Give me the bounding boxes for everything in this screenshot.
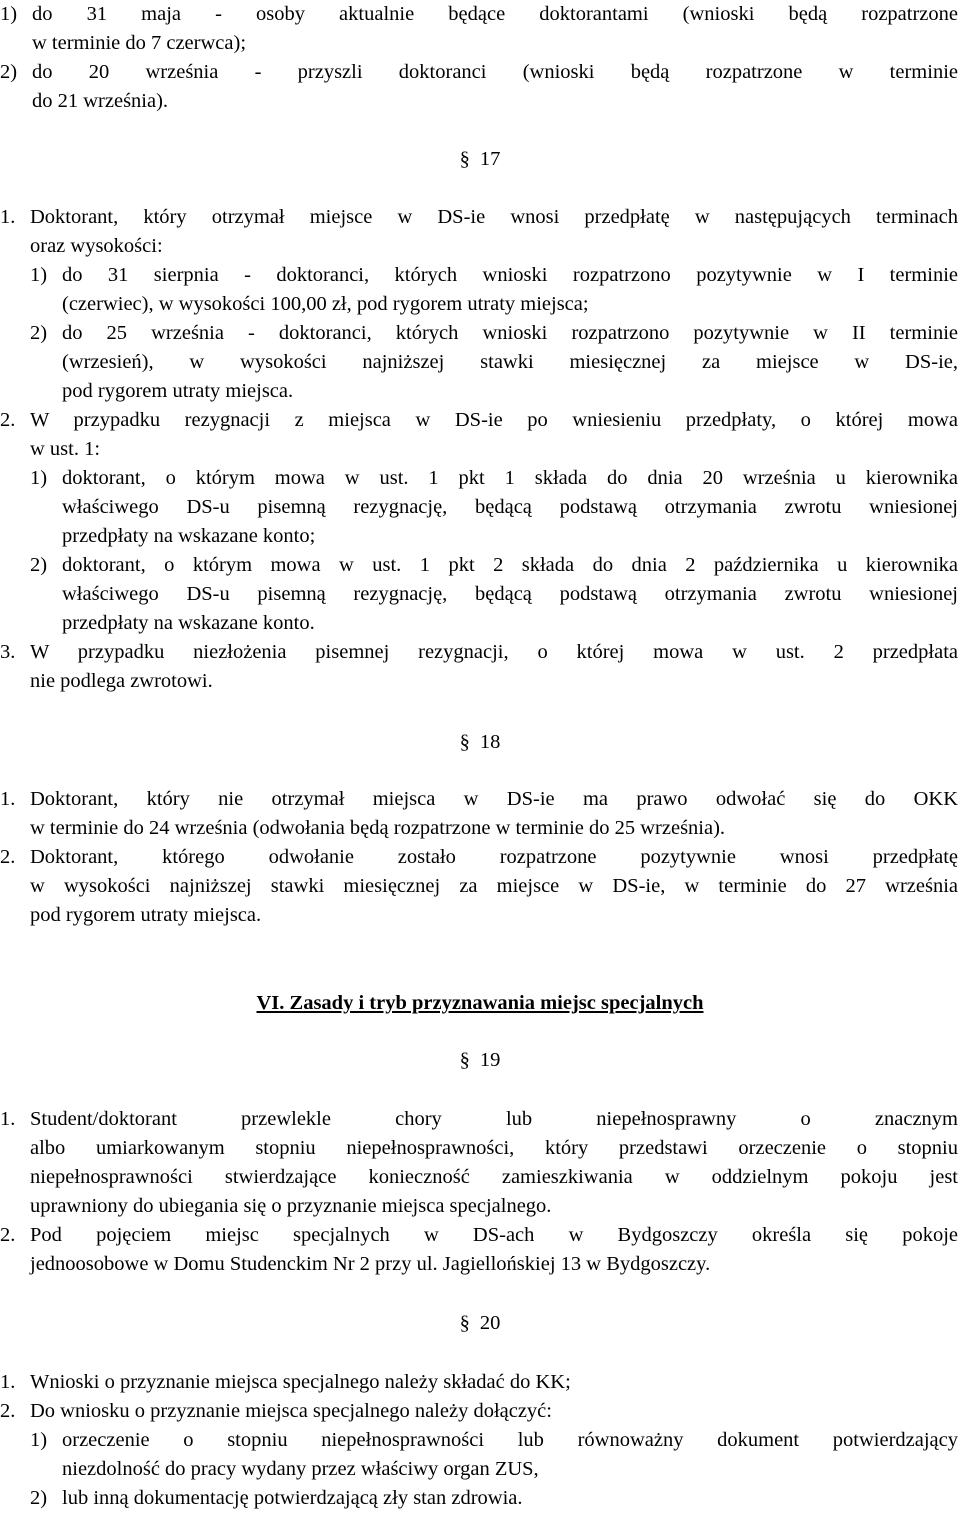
paragraph-continuation: albo umiarkowanym stopniu niepełnosprawności, który przedstawi orzeczenie o stopniu xyxy=(30,1137,958,1159)
paragraph-continuation: w wysokości najniższej stawki miesięcznej za miejsce w DS-ie, w terminie do 27 września xyxy=(30,875,958,897)
section-heading-17: § 17 xyxy=(459,148,501,170)
paragraph-item: 1. Doktorant, który nie otrzymał miejsca w DS-ie ma prawo odwołać się do OKK xyxy=(0,788,958,810)
list-item-continuation: pod rygorem utraty miejsca. xyxy=(62,380,294,402)
paragraph-continuation: uprawniony do ubiegania się o przyznanie miejsca specjalnego. xyxy=(30,1195,552,1217)
paragraph-item: 3. W przypadku niezłożenia pisemnej rezygnacji, o której mowa w ust. 2 przedpłata xyxy=(0,641,958,663)
list-item: 2) lub inną dokumentację potwierdzającą zły stan zdrowia. xyxy=(30,1487,523,1509)
paragraph-item: 1. Doktorant, który otrzymał miejsce w DS-ie wnosi przedpłatę w następujących terminach xyxy=(0,206,958,228)
paragraph-item: 1. Wnioski o przyznanie miejsca specjalnego należy składać do KK; xyxy=(0,1371,571,1393)
list-item-continuation: przedpłaty na wskazane konto; xyxy=(62,525,316,547)
list-item: 1) do 31 sierpnia - doktoranci, których wnioski rozpatrzono pozytywnie w I terminie xyxy=(30,264,958,286)
section-heading-18: § 18 xyxy=(459,731,501,753)
paragraph-continuation: pod rygorem utraty miejsca. xyxy=(30,904,262,926)
list-item: 2) doktorant, o którym mowa w ust. 1 pkt 2 składa do dnia 2 października u kierownika xyxy=(30,554,958,576)
paragraph-continuation: oraz wysokości: xyxy=(30,235,163,257)
paragraph-item: 2. Doktorant, którego odwołanie zostało rozpatrzone pozytywnie wnosi przedpłatę xyxy=(0,846,958,868)
paragraph-continuation: niepełnosprawności stwierdzające konieczność zamieszkiwania w oddzielnym pokoju jest xyxy=(30,1166,958,1188)
section-heading-19: § 19 xyxy=(459,1049,501,1071)
list-item-continuation: w terminie do 7 czerwca); xyxy=(32,32,247,54)
list-item-continuation: niezdolność do pracy wydany przez właściwy organ ZUS, xyxy=(62,1458,539,1480)
list-item: 1) do 31 maja - osoby aktualnie będące doktorantami (wnioski będą rozpatrzone xyxy=(0,3,958,25)
list-item: 2) do 25 września - doktoranci, których wnioski rozpatrzono pozytywnie w II terminie xyxy=(30,322,958,344)
list-item: 1) doktorant, o którym mowa w ust. 1 pkt 1 składa do dnia 20 września u kierownika xyxy=(30,467,958,489)
list-item-continuation: do 21 września). xyxy=(32,90,169,112)
paragraph-continuation: w ust. 1: xyxy=(30,438,101,460)
list-item-continuation: właściwego DS-u pisemną rezygnację, będącą podstawą otrzymania zwrotu wniesionej xyxy=(62,496,958,518)
paragraph-item: 2. W przypadku rezygnacji z miejsca w DS-ie po wniesieniu przedpłaty, o której mowa xyxy=(0,409,958,431)
list-item-continuation: (czerwiec), w wysokości 100,00 zł, pod rygorem utraty miejsca; xyxy=(62,293,589,315)
chapter-heading: VI. Zasady i tryb przyznawania miejsc specjalnych xyxy=(256,992,704,1014)
list-item-continuation: przedpłaty na wskazane konto. xyxy=(62,612,315,634)
paragraph-continuation: jednoosobowe w Domu Studenckim Nr 2 przy ul. Jagiellońskiej 13 w Bydgoszczy. xyxy=(30,1253,711,1275)
list-item: 2) do 20 września - przyszli doktoranci (wnioski będą rozpatrzone w terminie xyxy=(0,61,958,83)
list-item: 1) orzeczenie o stopniu niepełnosprawności lub równoważny dokument potwierdzający xyxy=(30,1429,958,1451)
section-heading-20: § 20 xyxy=(459,1312,501,1334)
paragraph-continuation: nie podlega zwrotowi. xyxy=(30,670,213,692)
paragraph-continuation: w terminie do 24 września (odwołania będą rozpatrzone w terminie do 25 września). xyxy=(30,817,726,839)
paragraph-item: 2. Do wniosku o przyznanie miejsca specjalnego należy dołączyć: xyxy=(0,1400,552,1422)
paragraph-item: 2. Pod pojęciem miejsc specjalnych w DS-ach w Bydgoszczy określa się pokoje xyxy=(0,1224,958,1246)
list-item-continuation: (wrzesień), w wysokości najniższej stawki miesięcznej za miejsce w DS-ie, xyxy=(62,351,958,373)
list-item-continuation: właściwego DS-u pisemną rezygnację, będącą podstawą otrzymania zwrotu wniesionej xyxy=(62,583,958,605)
paragraph-item: 1. Student/doktorant przewlekle chory lub niepełnosprawny o znacznym xyxy=(0,1108,958,1130)
